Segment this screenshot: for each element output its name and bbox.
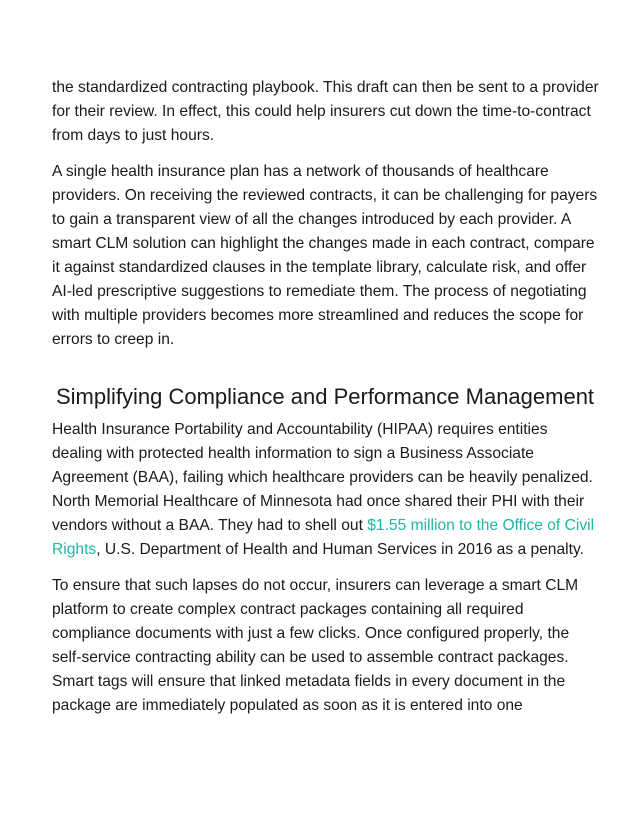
paragraph-playbook: the standardized contracting playbook. This draft can then be sent to a provider for their review. In effect, this could help insurers cut down the time-to-contract from days to just hours. — [52, 79, 599, 144]
section-heading: Simplifying Compliance and Performance Management — [56, 384, 595, 409]
penalty-link[interactable]: $1.55 million to the Office of Civil Rights — [52, 517, 595, 558]
hipaa-text-before: Health Insurance Portability and Accountability (HIPAA) requires entities dealing with protected health information to sign a Business Associate Agreement (BAA), failing which healthcare providers can be heavily penalized. North Memorial Healthcare of Minnesota had once shared their PHI with their vendors without a BAA. They had to shell out — [52, 421, 593, 534]
paragraph-hipaa — [52, 418, 600, 562]
paragraph-compliance-packages: To ensure that such lapses do not occur, insurers can leverage a smart CLM platform to create complex contract packages containing all required compliance documents with just a few clicks. Once configured properly, the self-service contracting ability can be used to assemble contract packages. Smart tags will ensure that linked metadata fields in every document in the package are immediately populated as soon as it is entered into one — [52, 577, 579, 714]
document-page — [52, 76, 600, 730]
hipaa-text-after: , U.S. Department of Health and Human Services in 2016 as a penalty. — [96, 541, 584, 558]
paragraph-provider-network: A single health insurance plan has a network of thousands of healthcare providers. On receiving the reviewed contracts, it can be challenging for payers to gain a transparent view of all the changes introduced by each provider. A smart CLM solution can highlight the changes made in each contract, compare it against standardized clauses in the template library, calculate risk, and offer AI-led prescriptive suggestions to remediate them. The process of negotiating with multiple providers becomes more streamlined and reduces the scope for errors to creep in. — [52, 163, 598, 348]
